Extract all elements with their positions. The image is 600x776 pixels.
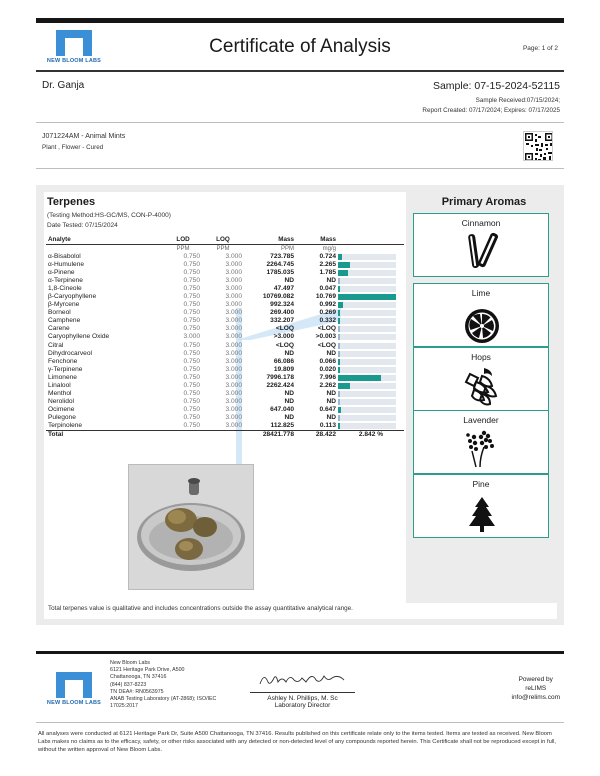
table-row: [46, 382, 404, 390]
bar-cell: [338, 269, 404, 277]
concentration-bar-fill: [338, 294, 396, 300]
loq-value: 3.000: [225, 390, 242, 398]
lod-value: 0.750: [183, 390, 200, 398]
mass-ppm-value: 332.207: [270, 317, 294, 325]
address-line: New Bloom Labs: [110, 660, 151, 666]
report-header: [36, 26, 564, 70]
bar-cell: [338, 358, 404, 366]
concentration-bar-fill: [338, 351, 340, 357]
mass-mg-value: 0.047: [319, 284, 336, 292]
bar-cell: [338, 309, 404, 317]
client-name: Dr. Ganja: [42, 80, 85, 91]
concentration-bar-fill: [338, 326, 340, 332]
concentration-bar-fill: [338, 399, 340, 405]
concentration-bar-fill: [338, 423, 340, 429]
concentration-bar: [338, 310, 396, 316]
logo-text: NEW BLOOM LABS: [46, 58, 102, 64]
mass-ppm-value: ND: [284, 390, 294, 398]
concentration-bar: [338, 302, 396, 308]
total-label: Total: [46, 431, 164, 440]
concentration-bar-fill: [338, 262, 350, 268]
total-percent: 2.842 %: [338, 431, 404, 440]
bar-cell: [338, 317, 404, 325]
mass-mg-value: 0.992: [319, 301, 336, 309]
mass-mg-value: ND: [326, 414, 336, 422]
section-divider: [36, 168, 564, 169]
concentration-bar-fill: [338, 310, 340, 316]
lod-value: 0.750: [183, 252, 200, 260]
lod-value: 0.750: [183, 422, 200, 430]
mass-ppm-value: 1785.035: [266, 268, 294, 276]
lod-value: 0.750: [183, 293, 200, 301]
aroma-card: [413, 410, 549, 474]
table-row: [46, 422, 404, 431]
concentration-bar: [338, 359, 396, 365]
analyte-name: β-Myrcene: [48, 301, 80, 309]
loq-value: 3.000: [225, 349, 242, 357]
loq-value: 3.000: [225, 373, 242, 381]
analyte-name: Fenchone: [48, 357, 78, 365]
unit-label: PPM: [280, 245, 294, 252]
mass-mg-value: 2.262: [319, 382, 336, 390]
table-row: [46, 293, 404, 301]
bar-cell: [338, 253, 404, 261]
signature: [258, 670, 348, 688]
cinnamon-icon: [462, 230, 502, 274]
concentration-bar-fill: [338, 286, 340, 292]
analyte-name: Linalool: [48, 382, 71, 390]
bar-cell: [338, 414, 404, 422]
table-row: [46, 317, 404, 325]
lod-value: 0.750: [183, 268, 200, 276]
mass-mg-value: ND: [326, 398, 336, 406]
loq-value: 3.000: [225, 276, 242, 284]
bar-cell: [338, 366, 404, 374]
concentration-bar-fill: [338, 359, 340, 365]
lod-value: 0.750: [183, 325, 200, 333]
table-total-row: [46, 431, 404, 440]
lod-value: 0.750: [183, 365, 200, 373]
loq-value: 3.000: [225, 301, 242, 309]
concentration-bar: [338, 254, 396, 260]
mass-ppm-value: 19.809: [273, 365, 294, 373]
top-rule: [36, 18, 564, 23]
table-row: [46, 309, 404, 317]
concentration-bar: [338, 326, 396, 332]
concentration-bar: [338, 334, 396, 340]
mass-ppm-value: 2262.424: [266, 382, 294, 390]
bar-cell: [338, 342, 404, 350]
lavender-icon: [462, 427, 502, 471]
terpenes-table: [46, 235, 404, 439]
bar-cell: [338, 301, 404, 309]
mass-ppm-value: 992.324: [270, 301, 294, 309]
table-row: [46, 269, 404, 277]
column-header: LOD: [164, 235, 202, 244]
footer-logo: [46, 672, 102, 710]
concentration-bar-fill: [338, 334, 340, 340]
mass-ppm-value: 66.086: [273, 357, 294, 365]
mass-mg-value: ND: [326, 276, 336, 284]
loq-value: 3.000: [225, 325, 242, 333]
empty-cell: [164, 431, 202, 440]
section-divider: [36, 122, 564, 123]
page-title: Certificate of Analysis: [209, 36, 391, 57]
mass-ppm-value: 2264.745: [266, 260, 294, 268]
unit-label: PPM: [216, 245, 230, 252]
table-row: [46, 253, 404, 261]
loq-value: 3.000: [225, 293, 242, 301]
concentration-bar: [338, 375, 396, 381]
concentration-bar-fill: [338, 254, 342, 260]
lod-value: 0.750: [183, 382, 200, 390]
concentration-bar: [338, 399, 396, 405]
powered-by-brand: reLIMS: [525, 685, 547, 692]
page-number: Page: 1 of 2: [522, 45, 558, 52]
address-line: (844) 837-8223: [110, 681, 147, 688]
table-row: [46, 342, 404, 350]
concentration-bar-fill: [338, 270, 348, 276]
concentration-bar-fill: [338, 302, 343, 308]
concentration-bar: [338, 318, 396, 324]
concentration-bar: [338, 383, 396, 389]
mass-mg-value: 10.769: [315, 293, 336, 301]
lod-value: 0.750: [183, 398, 200, 406]
analyte-name: α-Pinene: [48, 268, 75, 276]
sample-photo: [128, 464, 254, 590]
concentration-bar-fill: [338, 367, 340, 373]
mass-mg-value: 0.020: [319, 365, 336, 373]
concentration-bar: [338, 278, 396, 284]
concentration-bar-fill: [338, 343, 340, 349]
lod-value: 0.750: [183, 260, 200, 268]
address-line: TN DEA#: RN0563975: [110, 688, 164, 695]
loq-value: 3.000: [225, 382, 242, 390]
loq-value: 3.000: [225, 260, 242, 268]
concentration-bar: [338, 423, 396, 429]
footer-rule: [36, 651, 564, 654]
qr-code-icon[interactable]: [523, 131, 553, 161]
table-row: [46, 277, 404, 285]
lod-value: 3.000: [183, 333, 200, 341]
terpenes-footnote: Total terpenes value is qualitative and includes concentrations outside the assay quantitative analytical range.: [44, 603, 557, 619]
concentration-bar: [338, 343, 396, 349]
mass-ppm-value: ND: [284, 276, 294, 284]
analyte-name: β-Caryophyllene: [48, 293, 97, 301]
concentration-bar-fill: [338, 318, 340, 324]
address-line: Chattanooga, TN 37416: [110, 674, 167, 681]
analyte-name: Nerolidol: [48, 398, 75, 406]
sample-id: Sample: 07-15-2024-52115: [432, 80, 560, 92]
address-line: ANAB Testing Laboratory (AT-2868); ISO/IEC: [110, 696, 217, 703]
analyte-name: Ocimene: [48, 406, 75, 414]
concentration-bar: [338, 351, 396, 357]
address-line: 6121 Heritage Park Drive, A500: [110, 667, 185, 674]
concentration-bar: [338, 367, 396, 373]
testing-method: (Testing Method:HS-GC/MS, CON-P-4000): [47, 212, 171, 219]
concentration-bar-fill: [338, 415, 340, 421]
signer-name: Ashley N. Phillips, M. Sc: [250, 692, 355, 702]
concentration-bar: [338, 294, 396, 300]
bar-cell: [338, 406, 404, 414]
table-row: [46, 333, 404, 341]
lod-value: 0.750: [183, 341, 200, 349]
terpenes-panel: [44, 192, 406, 603]
concentration-bar-fill: [338, 375, 381, 381]
bar-cell: [338, 390, 404, 398]
bar-cell: [338, 350, 404, 358]
product-type: Plant , Flower - Cured: [42, 144, 104, 151]
aroma-card: [413, 347, 549, 411]
mass-mg-value: 7.996: [319, 373, 336, 381]
table-row: [46, 261, 404, 269]
column-header: Mass: [244, 235, 296, 244]
loq-value: 3.000: [225, 341, 242, 349]
powered-by: [512, 675, 561, 702]
lod-value: 0.750: [183, 414, 200, 422]
aroma-card: [413, 474, 549, 538]
loq-value: 3.000: [225, 317, 242, 325]
loq-value: 3.000: [225, 333, 242, 341]
loq-value: 3.000: [225, 309, 242, 317]
analyte-name: Dihydrocarveol: [48, 349, 92, 357]
analyte-name: Menthol: [48, 390, 72, 398]
loq-value: 3.000: [225, 284, 242, 292]
table-row: [46, 350, 404, 358]
concentration-bar-fill: [338, 383, 350, 389]
header-divider: [36, 70, 564, 72]
terpenes-title: Terpenes: [47, 196, 96, 208]
concentration-bar-fill: [338, 407, 341, 413]
product-id: J071224AM - Animal Mints: [42, 133, 126, 140]
mass-mg-value: <LOQ: [317, 341, 336, 349]
loq-value: 3.000: [225, 357, 242, 365]
lod-value: 0.750: [183, 373, 200, 381]
analyte-name: Terpinolene: [48, 422, 83, 430]
table-row: [46, 398, 404, 406]
total-ppm: 28421.778: [244, 431, 296, 440]
loq-value: 3.000: [225, 422, 242, 430]
signer-role: Laboratory Director: [274, 702, 331, 709]
mass-ppm-value: ND: [284, 414, 294, 422]
lod-value: 0.750: [183, 357, 200, 365]
column-header: LOQ: [202, 235, 244, 244]
loq-value: 3.000: [225, 268, 242, 276]
aroma-label: Lime: [471, 288, 491, 298]
lod-value: 0.750: [183, 349, 200, 357]
aroma-card: [413, 213, 549, 277]
bar-cell: [338, 285, 404, 293]
analyte-name: Carene: [48, 325, 70, 333]
mass-mg-value: 0.113: [319, 422, 336, 430]
lod-value: 0.750: [183, 301, 200, 309]
mass-mg-value: ND: [326, 349, 336, 357]
lab-address: [110, 660, 240, 710]
analyte-name: α-Humulene: [48, 260, 85, 268]
table-row: [46, 301, 404, 309]
table-row: [46, 390, 404, 398]
lod-value: 0.750: [183, 276, 200, 284]
bar-cell: [338, 261, 404, 269]
mass-mg-value: 0.269: [319, 309, 336, 317]
aroma-label: Hops: [471, 352, 491, 362]
analyte-name: α-Terpinene: [48, 276, 83, 284]
sample-received: Sample Received:07/15/2024;: [475, 97, 560, 104]
disclaimer: All analyses were conducted at 6121 Heritage Park Dr, Suite A500 Chattanooga, TN 37416. Results published on this certificate relate only to the items tested. Items are tested as received. New Bloom Labs makes no claims as to the efficacy, safety, or other risks associated with any detected or non-detected level of any compounds reported herein. This Certificate shall not be reproduced except in full, without the written approval of New Bloom Labs.: [38, 731, 557, 753]
aromas-title: Primary Aromas: [441, 196, 527, 208]
column-header: Mass: [296, 235, 338, 244]
loq-value: 3.000: [225, 414, 242, 422]
mass-ppm-value: ND: [284, 398, 294, 406]
aroma-label: Cinnamon: [461, 218, 501, 228]
analyte-name: Citral: [48, 341, 64, 349]
concentration-bar: [338, 286, 396, 292]
lod-value: 0.750: [183, 317, 200, 325]
mass-ppm-value: 112.825: [270, 422, 294, 430]
total-mg: 28.422: [296, 431, 338, 440]
powered-by-label: Powered by: [518, 676, 553, 683]
table-row: [46, 414, 404, 422]
pine-icon: [462, 491, 502, 535]
loq-value: 3.000: [225, 365, 242, 373]
concentration-bar: [338, 270, 396, 276]
mass-ppm-value: >3.000: [273, 333, 294, 341]
mass-ppm-value: <LOQ: [275, 325, 294, 333]
lod-value: 0.750: [183, 406, 200, 414]
concentration-bar: [338, 391, 396, 397]
table-row: [46, 406, 404, 414]
aroma-label: Lavender: [463, 415, 499, 425]
bar-cell: [338, 277, 404, 285]
table-row: [46, 285, 404, 293]
column-header: Analyte: [46, 235, 164, 244]
table-row: [46, 374, 404, 382]
hops-icon: [462, 364, 502, 408]
date-tested: Date Tested: 07/15/2024: [47, 222, 118, 229]
loq-value: 3.000: [225, 406, 242, 414]
empty-cell: [202, 431, 244, 440]
concentration-bar-fill: [338, 391, 340, 397]
table-row: [46, 358, 404, 366]
mass-mg-value: <LOQ: [317, 325, 336, 333]
loq-value: 3.000: [225, 252, 242, 260]
concentration-bar-fill: [338, 278, 340, 284]
concentration-bar: [338, 415, 396, 421]
mass-ppm-value: 723.785: [270, 252, 294, 260]
aroma-label: Pine: [472, 479, 490, 489]
bar-cell: [338, 325, 404, 333]
concentration-bar: [338, 407, 396, 413]
mass-ppm-value: 10769.082: [262, 293, 294, 301]
bar-cell: [338, 398, 404, 406]
mass-mg-value: 0.647: [319, 406, 336, 414]
mass-ppm-value: 269.400: [270, 309, 294, 317]
logo-text: NEW BLOOM LABS: [46, 700, 102, 706]
concentration-bar: [338, 262, 396, 268]
table-row: [46, 366, 404, 374]
lod-value: 0.750: [183, 284, 200, 292]
analyte-name: α-Bisabolol: [48, 252, 81, 260]
mass-ppm-value: 647.040: [270, 406, 294, 414]
mass-mg-value: 0.332: [319, 317, 336, 325]
footer-divider: [36, 722, 564, 723]
mass-ppm-value: 7996.178: [266, 373, 294, 381]
aroma-card: [413, 283, 549, 347]
table-row: [46, 325, 404, 333]
bar-cell: [338, 422, 404, 431]
analyte-name: Camphene: [48, 317, 81, 325]
aromas-panel: [411, 192, 557, 542]
analyte-name: Limonene: [48, 373, 77, 381]
logo-mark-icon: [56, 672, 92, 698]
analyte-name: Pulegone: [48, 414, 76, 422]
report-created: Report Created: 07/17/2024; Expires: 07/17/2025: [422, 107, 560, 114]
bar-cell: [338, 374, 404, 382]
powered-by-email[interactable]: info@relims.com: [511, 694, 560, 701]
address-line: 17025:2017: [110, 703, 138, 710]
analyte-name: Borneol: [48, 309, 71, 317]
bar-cell: [338, 382, 404, 390]
bar-cell: [338, 333, 404, 341]
mass-mg-value: 2.265: [319, 260, 336, 268]
loq-value: 3.000: [225, 398, 242, 406]
lod-value: 0.750: [183, 309, 200, 317]
mass-mg-value: 0.066: [319, 357, 336, 365]
unit-label: mg/g: [322, 245, 336, 252]
lime-icon: [462, 300, 502, 344]
bar-cell: [338, 293, 404, 301]
mass-ppm-value: ND: [284, 349, 294, 357]
mass-ppm-value: <LOQ: [275, 341, 294, 349]
mass-mg-value: 0.724: [319, 252, 336, 260]
analyte-name: γ-Terpinene: [48, 365, 83, 373]
analyte-name: 1,8-Cineole: [48, 284, 82, 292]
unit-label: PPM: [176, 245, 190, 252]
mass-ppm-value: 47.497: [273, 284, 294, 292]
mass-mg-value: ND: [326, 390, 336, 398]
mass-mg-value: 1.785: [319, 268, 336, 276]
analyte-name: Caryophyllene Oxide: [48, 333, 110, 341]
mass-mg-value: >0.003: [315, 333, 336, 341]
